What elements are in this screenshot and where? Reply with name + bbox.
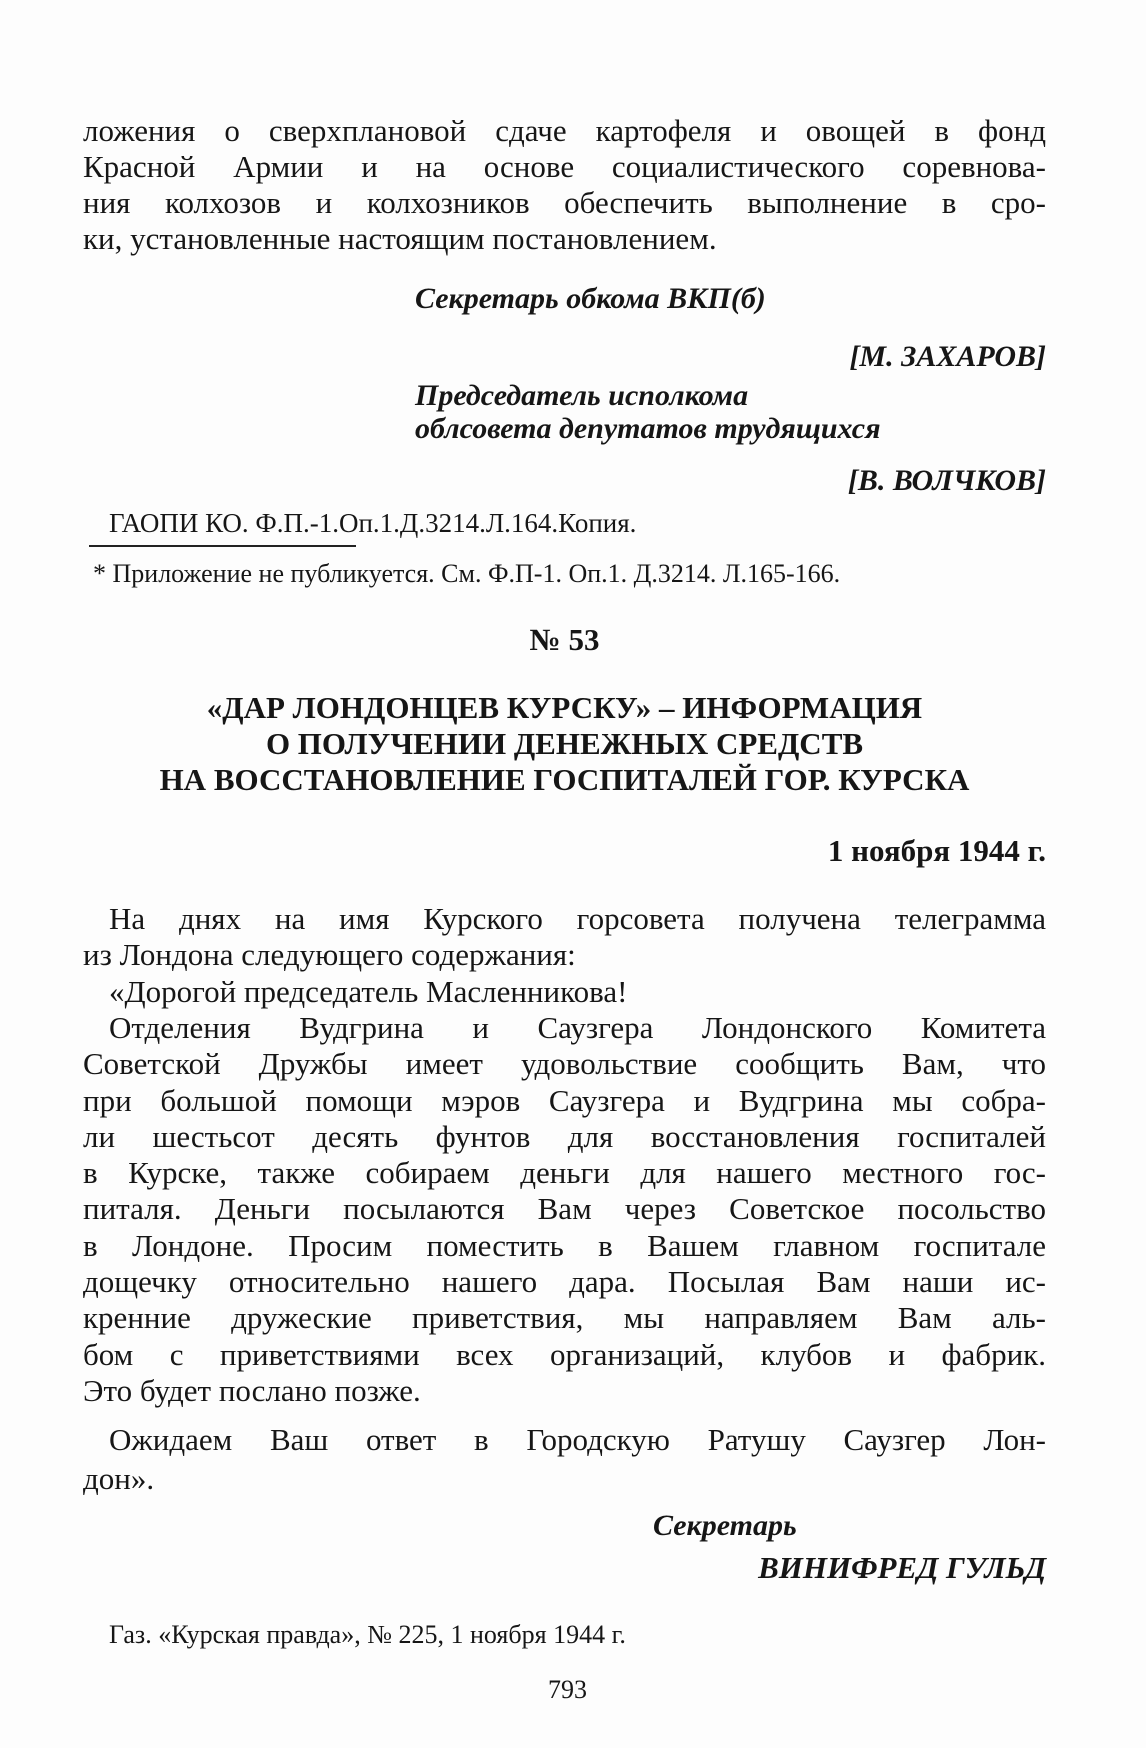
archive-source: ГАОПИ КО. Ф.П.-1.Оп.1.Д.3214.Л.164.Копия. [109,508,637,538]
signature-title-chairman-2: облсовета депутатов трудящихся [415,412,881,445]
text-line: при большой помощи мэров Саузгера и Вудгрина мы собра- [83,1082,1046,1118]
text-line: дощечку относительно нашего дара. Посылая Вам наши ис- [83,1264,1046,1299]
text-line: Отделения Вудгрина и Саузгера Лондонского Комитета [109,1009,1046,1045]
footnote: * Приложение не публикуется. См. Ф.П-1. Оп.1. Д.3214. Л.165-166. [93,559,841,588]
text-line: Это будет послано позже. [83,1372,421,1408]
document-title-line: «ДАР ЛОНДОНЦЕВ КУРСКУ» – ИНФОРМАЦИЯ [206,690,923,725]
text-line: в Курске, также собираем деньги для нашего местного гос- [83,1155,1046,1191]
signature-title-chairman-1: Председатель исполкома [415,379,749,412]
text-line: из Лондона следующего содержания: [83,937,576,973]
document-title-line: НА ВОССТАНОВЛЕНИЕ ГОСПИТАЛЕЙ ГОР. КУРСКА [159,762,970,797]
text-line: ложения о сверхплановой сдаче картофеля и овощей в фонд [83,113,1046,148]
text-line: в Лондоне. Просим поместить в Вашем главном госпитале [83,1227,1046,1263]
text-line: ки, установленные настоящим постановлением. [83,221,717,256]
document-title-line: О ПОЛУЧЕНИИ ДЕНЕЖНЫХ СРЕДСТВ [265,726,864,761]
text-line: Ожидаем Ваш ответ в Городскую Ратушу Саузгер Лон- [109,1422,1046,1457]
page-number: 793 [548,1675,587,1704]
text-line: кренние дружеские приветствия, мы направляем Вам аль- [83,1300,1046,1336]
newspaper-source: Газ. «Курская правда», № 225, 1 ноября 1944 г. [109,1620,626,1649]
document-number: № 53 [529,622,600,657]
text-line: бом с приветствиями всех организаций, клубов и фабрик. [83,1336,1046,1372]
text-line: На днях на имя Курского горсовета получена телеграмма [109,901,1046,936]
document-date: 1 ноября 1944 г. [827,833,1046,868]
signature-title-secretary: Секретарь обкома ВКП(б) [415,282,766,315]
text-line: Советской Дружбы имеет удовольствие сообщить Вам, что [83,1046,1046,1082]
text-line: «Дорогой председатель Масленникова! [109,973,628,1009]
text-line: Красной Армии и на основе социалистического соревнова- [83,149,1046,184]
signature-name-volchkov: [В. ВОЛЧКОВ] [847,464,1046,497]
signature-name-zakharov: [М. ЗАХАРОВ] [849,340,1046,373]
signature-name-gould: ВИНИФРЕД ГУЛЬД [758,1550,1046,1585]
signature-title-secretary-london: Секретарь [653,1509,797,1542]
footnote-rule [89,545,356,547]
text-line: питаля. Деньги посылаются Вам через Советское посольство [83,1191,1046,1227]
text-line: дон». [83,1461,155,1496]
text-line: ли шестьсот десять фунтов для восстановления госпиталей [83,1118,1046,1154]
text-line: ния колхозов и колхозников обеспечить выполнение в сро- [83,185,1046,220]
